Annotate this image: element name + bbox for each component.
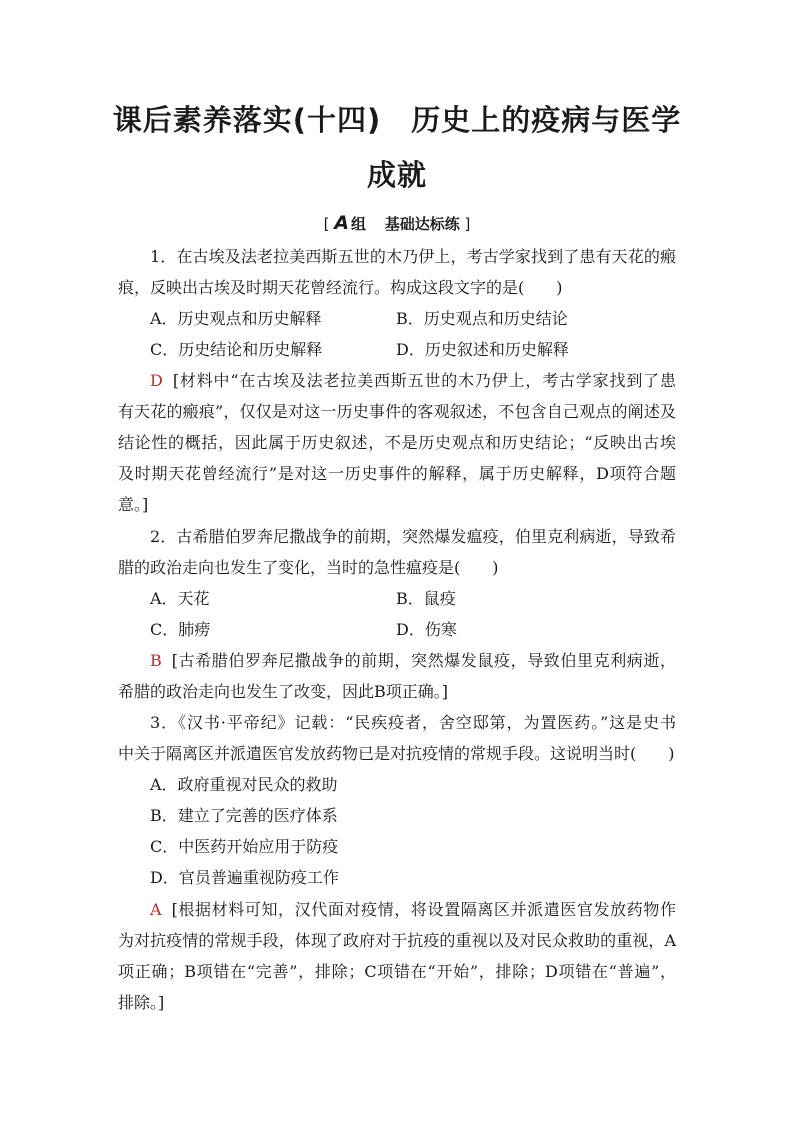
q1-explanation-line-1: [150, 371, 676, 391]
q2-answer: B: [150, 651, 162, 670]
q3-stem-line-2: 中关于隔离区并派遣医官发放药物已是对抗疫情的常规手段。这说明当时( ): [118, 744, 675, 763]
q3-explanation-line-3: 项正确；B项错在“完善”，排除；C项错在“开始”，排除；D项错在“普遍”，: [118, 962, 676, 981]
q3-option-d: D．官员普遍重视防疫工作: [150, 868, 339, 887]
q1-option-c: C．历史结论和历史解释: [150, 340, 323, 359]
q2-option-d: D．伤寒: [396, 620, 457, 639]
q3-explanation-line-2: 为对抗疫情的常规手段，体现了政府对于抗疫的重视以及对民众救助的重视，A: [118, 931, 676, 950]
q1-option-a: A．历史观点和历史解释: [150, 309, 322, 328]
q2-explanation-text: [古希腊伯罗奔尼撒战争的前期，突然爆发鼠疫，导致伯里克利病逝，: [171, 651, 676, 670]
group-close-bracket: ]: [464, 215, 471, 233]
q1-answer: D: [150, 371, 163, 390]
q3-explanation-text: [根据材料可知，汉代面对疫情，将设置隔离区并派遣医官发放药物作: [171, 900, 676, 919]
q2-stem-line-2: 腊的政治走向也发生了变化，当时的急性瘟疫是( ): [118, 558, 499, 577]
group-letter: A: [334, 212, 349, 234]
group-open-bracket: [: [323, 215, 330, 233]
q3-option-b: B．建立了完善的医疗体系: [150, 806, 338, 825]
q1-stem-line-2: 痕，反映出古埃及时期天花曾经流行。构成这段文字的是( ): [118, 278, 563, 297]
q1-explanation-line-4: 及时期天花曾经流行”是对这一历史事件的解释，属于历史解释，D项符合题: [118, 464, 676, 483]
q3-option-a: A．政府重视对民众的救助: [150, 775, 338, 794]
page-title-line-2: 成就: [366, 158, 427, 192]
q2-stem-line-1: 2．古希腊伯罗奔尼撒战争的前期，突然爆发瘟疫，伯里克利病逝，导致希: [150, 527, 676, 546]
q3-explanation-line-1: [150, 900, 676, 920]
q1-option-d: D．历史叙述和历史解释: [396, 340, 569, 359]
q1-explanation-line-5: 意。]: [118, 495, 149, 514]
q2-explanation-line-1: [150, 651, 676, 671]
q3-stem-line-1: 3．《汉书·平帝纪》记载：“民疾疫者，舍空邸第，为置医药。”这是史书: [150, 713, 676, 732]
q1-option-b: B．历史观点和历史结论: [396, 309, 568, 328]
group-heading: [0, 212, 794, 234]
q3-option-c: C．中医药开始应用于防疫: [150, 837, 339, 856]
q2-option-c: C．肺痨: [150, 620, 211, 639]
group-label: 组: [350, 215, 366, 233]
q1-stem-line-1: 1．在古埃及法老拉美西斯五世的木乃伊上，考古学家找到了患有天花的瘢: [150, 247, 676, 266]
q2-option-b: B．鼠疫: [396, 589, 456, 608]
group-name: 基础达标练: [384, 215, 460, 233]
q1-explanation-text: [材料中“在古埃及法老拉美西斯五世的木乃伊上，考古学家找到了患: [172, 371, 676, 390]
q2-option-a: A．天花: [150, 589, 210, 608]
q3-answer: A: [150, 900, 162, 919]
q1-explanation-line-2: 有天花的瘢痕”，仅仅是对这一历史事件的客观叙述，不包含自己观点的阐述及: [118, 402, 676, 421]
q1-explanation-line-3: 结论性的概括，因此属于历史叙述，不是历史观点和历史结论；“反映出古埃: [118, 433, 676, 452]
q2-explanation-line-2: 希腊的政治走向也发生了改变，因此B项正确。]: [118, 682, 449, 701]
page-title-line-1: 课后素养落实(十四) 历史上的疫病与医学: [112, 103, 682, 137]
q3-explanation-line-4: 排除。]: [118, 993, 165, 1012]
